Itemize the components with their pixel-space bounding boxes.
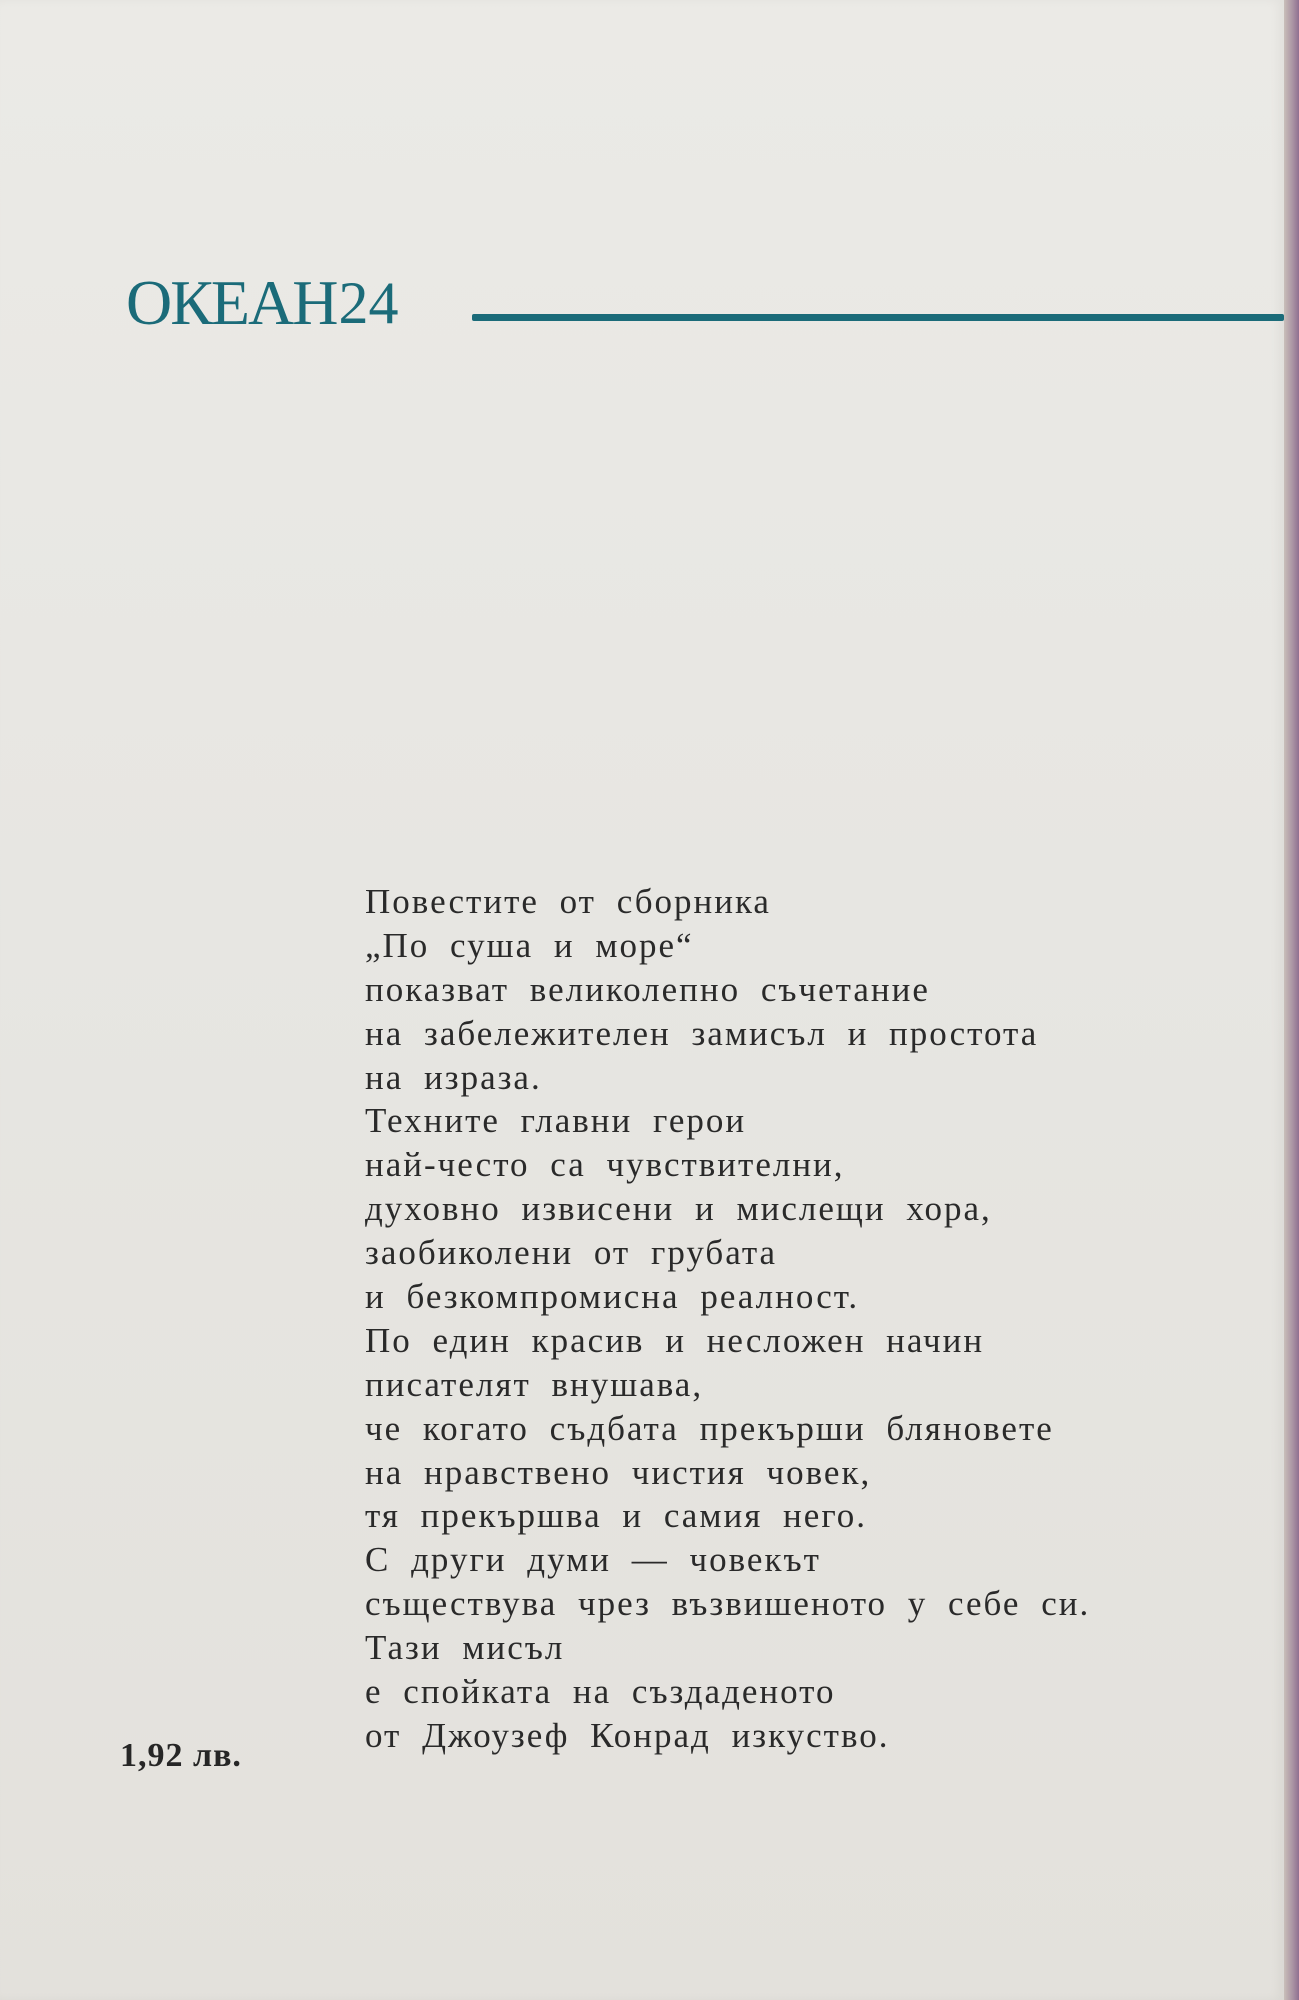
blurb-line: на израза. [365, 1057, 542, 1097]
blurb-line: писателят внушава, [365, 1364, 704, 1404]
blurb-line: че когато съдбата прекърши блянoвете [365, 1408, 1054, 1448]
price-label: 1,92 лв. [120, 1737, 242, 1774]
blurb-line: Повестите от сборника [365, 882, 771, 921]
blurb-line: заобиколени от грубата [365, 1233, 778, 1273]
blurb-line: Техните главни герои [365, 1101, 747, 1141]
blurb-line: и безкомпромисна реалност. [365, 1277, 860, 1317]
blurb-line: на нравствено чистия човек, [365, 1452, 872, 1492]
blurb-line: По един красив и несложен начин [365, 1320, 985, 1360]
blurb-line: от Джоузеф Конрад изкуство. [365, 1715, 890, 1755]
blurb-line: тя прекършва и самия него. [365, 1496, 868, 1536]
blurb-line: „По суша и море“ [365, 925, 694, 965]
blurb-line: на забележителен замисъл и простота [365, 1013, 1039, 1053]
blurb-line: С други думи — човекът [365, 1540, 821, 1580]
blurb-line: е спойката на създаденото [365, 1672, 836, 1712]
blurb-line: духовно извисени и мислещи хора, [365, 1189, 992, 1229]
blurb-text [365, 880, 1185, 1758]
blurb-line: Тази мисъл [365, 1628, 565, 1668]
blurb-line: най-често са чувствителни, [365, 1145, 845, 1185]
blurb-line: показват великолепно съчетание [365, 969, 930, 1009]
series-logo [126, 262, 398, 344]
series-rule-line [472, 314, 1284, 321]
blurb-line: съществува чрез възвишеното у себе си. [365, 1584, 1091, 1624]
series-name: ОКЕАН [126, 267, 337, 338]
series-number: 24 [338, 270, 399, 336]
spine-edge-strip [1284, 0, 1299, 2000]
